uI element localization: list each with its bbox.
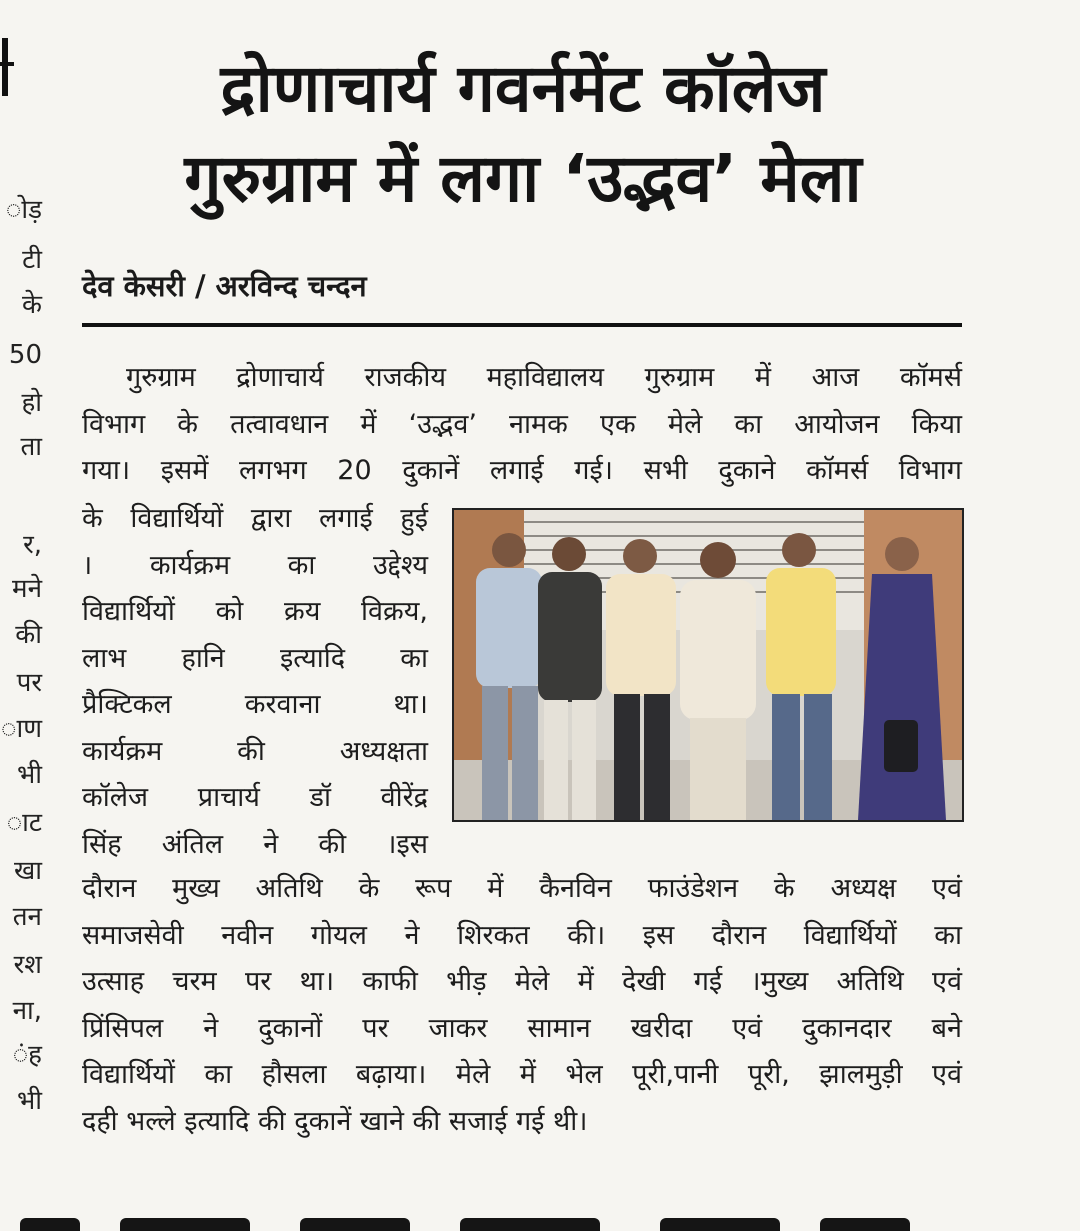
cutoff-glyph xyxy=(120,1218,250,1231)
article-line: दौरान मुख्य अतिथि के रूप में कैनविन फाउंडेशन के अध्यक्ष एवं xyxy=(82,873,962,904)
margin-fragment: पर xyxy=(16,668,42,698)
margin-fragment: ाण xyxy=(1,714,42,744)
article-line: गया। इसमें लगभग 20 दुकानें लगाई गई। सभी दुकाने कॉमर्स विभाग xyxy=(82,455,962,486)
next-headline-cutoff xyxy=(0,1212,1080,1231)
article-wrap-column xyxy=(82,496,428,868)
byline: देव केसरी / अरविन्द चन्दन xyxy=(82,269,367,303)
margin-fragment: ोड़ xyxy=(5,195,42,225)
adjacent-column-fragment xyxy=(0,0,46,1231)
margin-fragment: मने xyxy=(12,574,42,604)
cutoff-glyph xyxy=(820,1218,910,1231)
group-photo-illustration xyxy=(454,510,962,820)
article-line: प्रैक्टिकल करवाना था। xyxy=(82,689,428,720)
article-intro xyxy=(82,355,962,495)
margin-fragment: खा xyxy=(13,856,42,886)
margin-fragment: र, xyxy=(23,530,42,560)
column-marker xyxy=(2,38,8,96)
article-line: प्रिंसिपल ने दुकानों पर जाकर सामान खरीदा एवं दुकानदार बने xyxy=(82,1012,962,1044)
article-line: दही भल्ले इत्यादि की दुकानें खाने की सजाई गई थी। xyxy=(82,1105,588,1137)
margin-fragment: 50 xyxy=(8,340,42,370)
margin-fragment: हो xyxy=(21,388,42,418)
margin-fragment: ता xyxy=(20,432,42,462)
headline xyxy=(78,44,968,224)
cutoff-glyph xyxy=(460,1218,600,1231)
article-line: लाभ हानि इत्यादि का xyxy=(82,642,428,674)
article-line: समाजसेवी नवीन गोयल ने शिरकत की। इस दौरान विद्यार्थियों का xyxy=(82,919,962,951)
margin-fragment: के xyxy=(22,290,42,320)
article-line: विभाग के तत्वावधान में ‘उद्भव’ नामक एक मेले का आयोजन किया xyxy=(82,408,962,440)
margin-fragment: भी xyxy=(16,760,42,790)
margin-fragment: ाट xyxy=(6,808,42,838)
margin-fragment: टी xyxy=(22,245,42,275)
article-line: उत्साह चरम पर था। काफी भीड़ मेले में देखी गई ।मुख्य अतिथि एवं xyxy=(82,966,962,997)
article-line: विद्यार्थियों का हौसला बढ़ाया। मेले में भेल पूरी,पानी पूरी, झालमुड़ी एवं xyxy=(82,1059,962,1090)
cutoff-glyph xyxy=(660,1218,780,1231)
article-line: कार्यक्रम की अध्यक्षता xyxy=(82,735,428,767)
margin-fragment: भी xyxy=(16,1086,42,1116)
article-line: सिंह अंतिल ने की ।इस xyxy=(82,828,428,860)
article-line: के विद्यार्थियों द्वारा लगाई हुई xyxy=(82,503,428,534)
margin-fragment: ंह xyxy=(12,1040,42,1070)
column-marker-bar xyxy=(0,62,14,66)
margin-fragment: ना, xyxy=(12,996,42,1026)
byline-rule xyxy=(82,323,962,327)
margin-fragment: की xyxy=(15,620,42,650)
margin-fragment: रश xyxy=(13,950,42,980)
cutoff-glyph xyxy=(300,1218,410,1231)
headline-line-1: द्रोणाचार्य गवर्नमेंट कॉलेज xyxy=(220,50,826,127)
cutoff-glyph xyxy=(20,1218,80,1231)
headline-line-2: गुरुग्राम में लगा ‘उद्भव’ मेला xyxy=(184,140,862,217)
event-group-photo xyxy=(452,508,964,822)
article-line: विद्यार्थियों को क्रय विक्रय, xyxy=(82,596,428,627)
article-continuation xyxy=(82,866,962,1145)
margin-fragment: तन xyxy=(12,902,42,932)
article-line: कॉलेज प्राचार्य डॉ वीरेंद्र xyxy=(82,782,428,813)
article-line: गुरुग्राम द्रोणाचार्य राजकीय महाविद्यालय गुरुग्राम में आज कॉमर्स xyxy=(126,362,962,393)
article-line: । कार्यक्रम का उद्देश्य xyxy=(82,549,428,581)
